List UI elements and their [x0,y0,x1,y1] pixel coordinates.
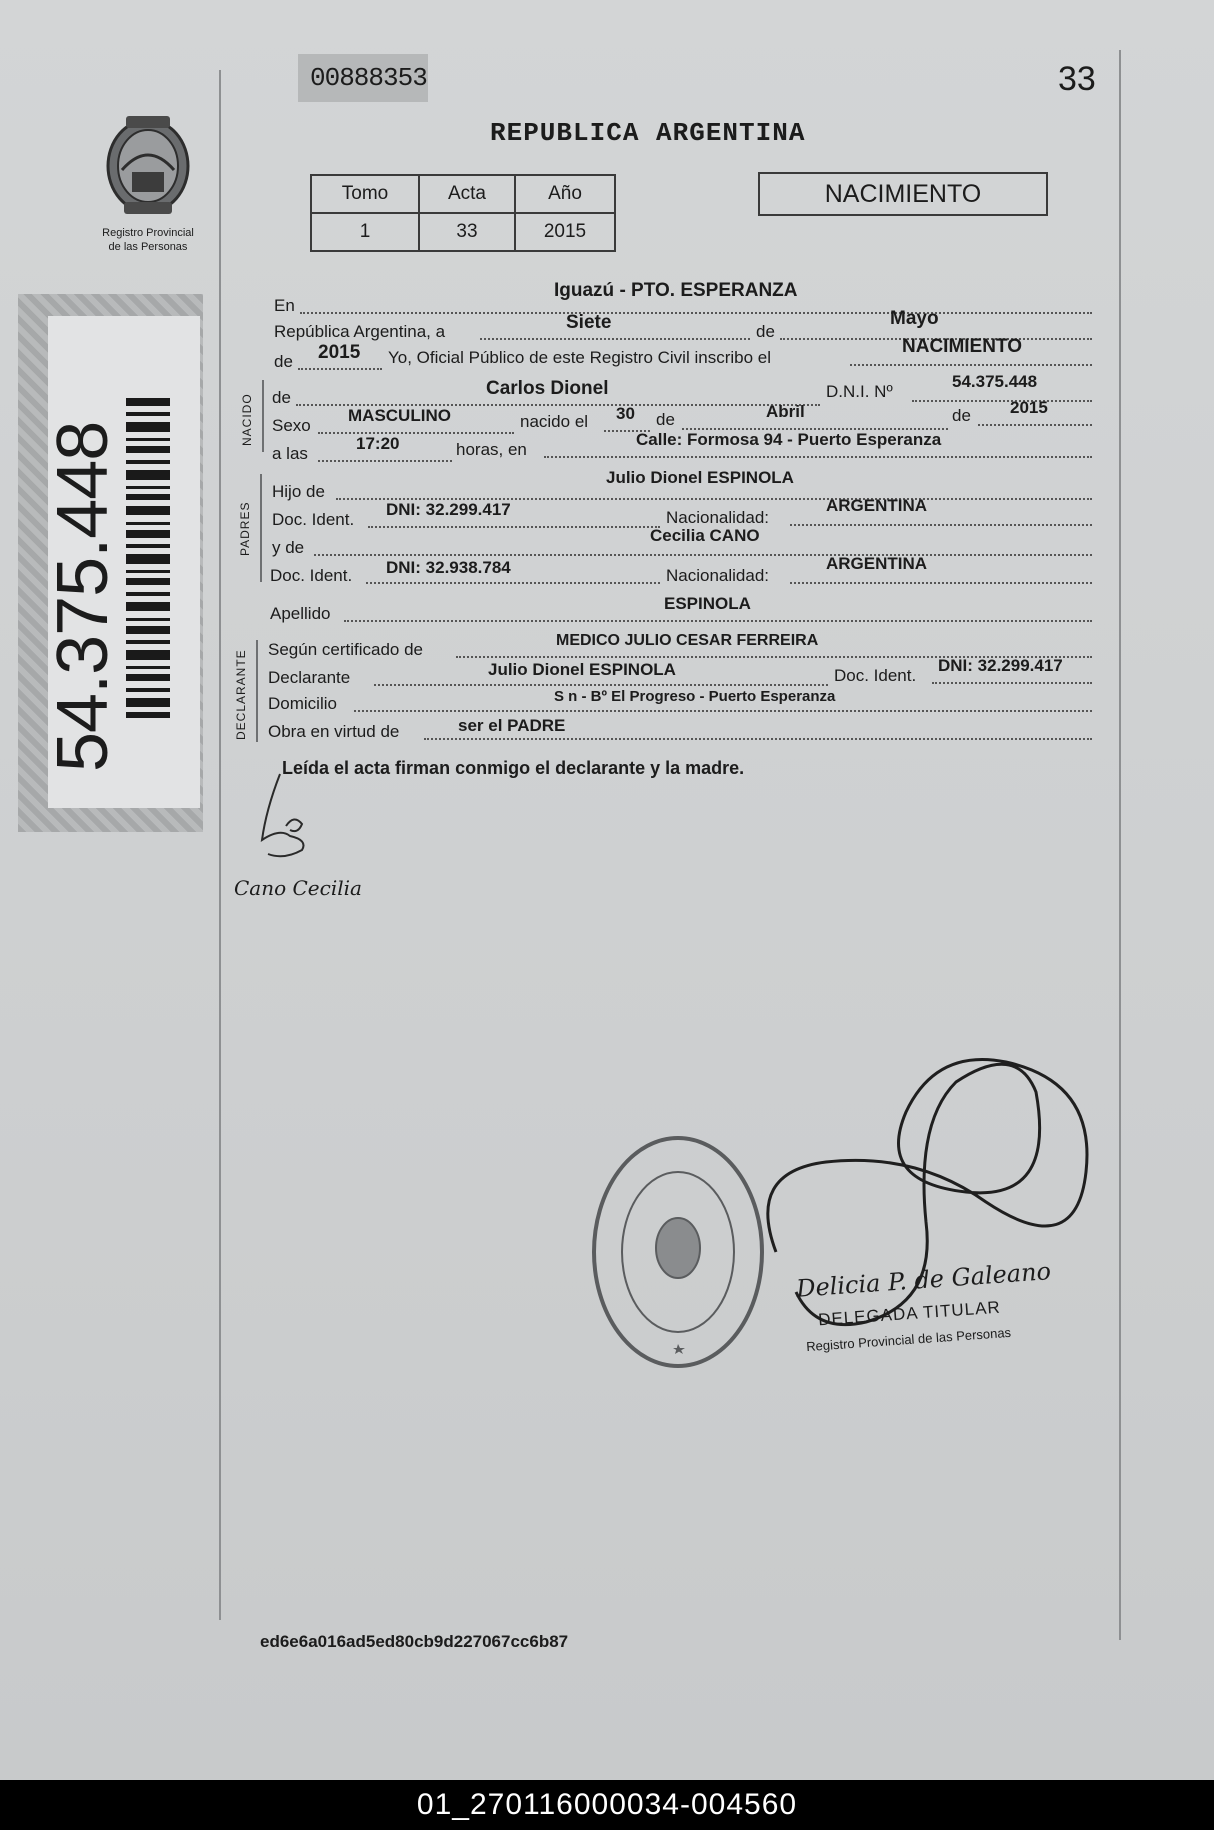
header-acta: Acta [419,175,515,213]
closing-statement: Leída el acta firman conmigo el declarante y la madre. [282,758,745,778]
table-value-row [311,213,615,251]
dotted-line [424,738,1092,740]
right-margin-line [1119,50,1121,1640]
label-horas-en: horas, en [456,440,527,459]
value-padre-dni: DNI: 32.299.417 [386,500,511,519]
dotted-line [298,368,382,370]
dotted-line [544,456,1092,458]
barcode-icon [126,398,170,720]
official-title: DELEGADA TITULAR [817,1297,1002,1330]
header-anio: Año [515,175,615,213]
act-reference-table [310,174,616,252]
value-dia-letras: Siete [566,312,612,333]
dotted-line [480,338,750,340]
header-tomo: Tomo [311,175,419,213]
value-madre: Cecilia CANO [650,526,760,545]
label-domicilio: Domicilio [268,694,337,713]
value-acta: 33 [419,213,515,251]
document-title: REPUBLICA ARGENTINA [490,118,806,148]
label-de: de [756,322,775,341]
value-nombre: Carlos Dionel [486,378,609,399]
section-bracket [262,380,264,452]
label-de: de [274,352,293,371]
value-dia-nac: 30 [616,404,635,423]
dotted-line [790,582,1092,584]
label-a-las: a las [272,444,308,463]
label-sexo: Sexo [272,416,311,435]
label-hijo-de: Hijo de [272,482,325,501]
official-seal-icon [588,1130,768,1374]
dotted-line [300,312,1092,314]
dotted-line [978,424,1092,426]
side-label-declarante: DECLARANTE [234,649,248,740]
act-type-box: NACIMIENTO [758,172,1048,216]
value-madre-dni: DNI: 32.938.784 [386,558,511,577]
official-name: Delicia P. de Galeano [795,1257,1052,1303]
value-padre-nac: ARGENTINA [826,496,928,515]
dotted-line [368,526,660,528]
dotted-line [850,364,1092,366]
dotted-line [318,460,452,462]
label-declarante: Declarante [268,668,351,687]
value-lugar: Iguazú - PTO. ESPERANZA [554,280,798,301]
value-anio: 2015 [515,213,615,251]
label-de: de [656,410,675,429]
registry-label: Registro Provincial de las Personas [102,227,194,253]
dotted-line [366,582,660,584]
label-apellido: Apellido [270,604,331,623]
dotted-line [374,684,828,686]
value-anio-nac: 2015 [1010,398,1048,417]
dotted-line [912,400,1092,402]
label-nacionalidad: Nacionalidad: [666,508,770,527]
value-hora: 17:20 [356,434,400,453]
value-domicilio: S n - Bº El Progreso - Puerto Esperanza [554,688,836,705]
label-obra: Obra en virtud de [268,722,400,741]
label-nacionalidad: Nacionalidad: [666,566,770,585]
label-de: de [272,388,291,407]
dotted-line [790,524,1092,526]
mother-signature-icon [250,770,330,866]
label-yo: Yo, Oficial Público de este Registro Civil inscribo el [388,348,771,367]
value-obra: ser el PADRE [458,716,566,735]
label-doc-ident: Doc. Ident. [834,666,917,685]
label-nacido-el: nacido el [520,412,589,431]
footer-file-id: 01_270116000034-004560 [0,1780,1214,1830]
official-organization: Registro Provincial de las Personas [805,1324,1012,1355]
mother-signature-name: Cano Cecilia [234,876,362,900]
value-mes-inscripcion: Mayo [890,308,939,329]
label-de: de [952,406,971,425]
side-label-padres: PADRES [238,501,252,556]
value-padre: Julio Dionel ESPINOLA [606,468,794,487]
dotted-line [344,620,1092,622]
value-apellido: ESPINOLA [664,594,751,613]
dotted-line [354,710,1092,712]
value-anio-inscripcion: 2015 [318,342,361,363]
dotted-line [314,554,1092,556]
value-mes-nac: Abril [766,402,805,421]
serial-number: 00888353 [298,54,428,102]
left-margin-line [219,70,221,1620]
table-header-row [311,175,615,213]
label-en: En [274,296,295,315]
value-tipo: NACIMIENTO [902,336,1022,357]
label-doc-ident: Doc. Ident. [272,510,355,529]
label-republica: República Argentina, a [274,322,446,341]
value-lugar-nac: Calle: Formosa 94 - Puerto Esperanza [636,430,942,449]
label-doc-ident: Doc. Ident. [270,566,353,585]
value-dni: 54.375.448 [952,372,1038,391]
side-label-nacido: NACIDO [240,393,254,446]
value-certificado: MEDICO JULIO CESAR FERREIRA [556,632,819,649]
label-dni: D.N.I. Nº [826,382,893,401]
value-madre-nac: ARGENTINA [826,554,928,573]
document-hash: ed6e6a016ad5ed80cb9d227067cc6b87 [260,1632,569,1651]
value-declarante-dni: DNI: 32.299.417 [938,656,1063,675]
dotted-line [932,682,1092,684]
value-declarante: Julio Dionel ESPINOLA [488,660,676,679]
value-sexo: MASCULINO [348,406,451,425]
page-number: 33 [1058,60,1096,98]
dotted-line [318,432,514,434]
label-segun: Según certificado de [268,640,423,659]
side-dni-number: 54.375.448 [43,421,123,772]
province-seal-icon [96,110,200,220]
value-tomo: 1 [311,213,419,251]
section-bracket [260,474,262,582]
section-bracket [256,640,258,742]
label-y-de: y de [272,538,305,557]
